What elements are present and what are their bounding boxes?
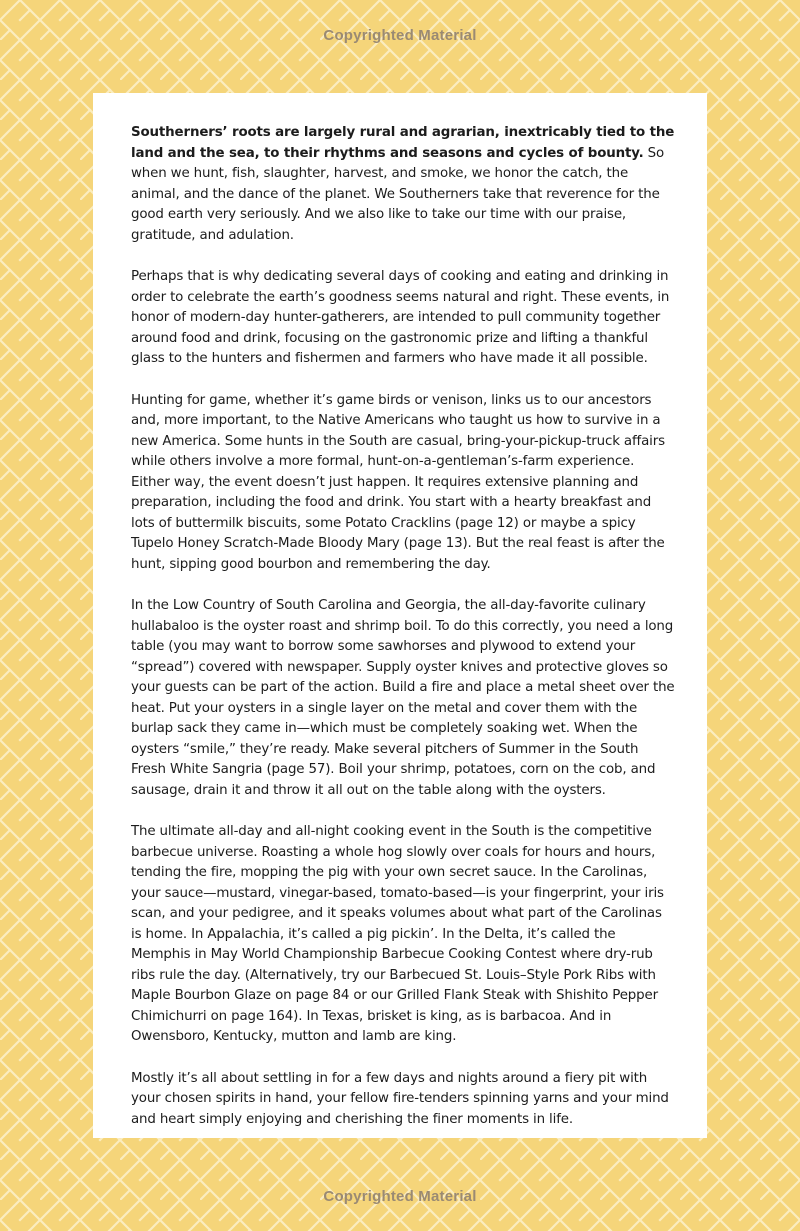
paragraph-4: In the Low Country of South Carolina and Georgia, the all-day-favorite culinary hullabaloo is the oyster roast and shrimp boil. To do this correctly, you need a long table (you may want to borrow some sawhorses and plywood to extend your “spread”) covered with newspaper. Supply oyster knives and protective gloves so your guests can be part of the action. Build a fire and place a metal sheet over the heat. Put your oysters in a single layer on the metal and cover them with the burlap sack they came in—which must be completely soaking wet. When the oysters “smile,” they’re ready. Make several pitchers of Summer in the South Fresh White Sangria (page 57). Boil your shrimp, potatoes, corn on the cob, and sausage, drain it and throw it all out on the table along with the oysters. [131,598,675,798]
paragraph-1-rest: So when we hunt, fish, slaughter, harvest, and smoke, we honor the catch, the animal, and the dance of the planet. We Southerners take that reverence for the good earth very seriously. And we also like to take our time with our praise, gratitude, and adulation. [131,145,665,243]
paragraph-3: Hunting for game, whether it’s game birds or venison, links us to our ancestors and, more important, to the Native Americans who taught us how to survive in a new America. Some hunts in the South are casual, bring-your-pickup-truck affairs while others involve a more formal, hunt-on-a-gentleman’s-farm experience. Either way, the event doesn’t just happen. It requires extensive planning and preparation, including the food and drink. You start with a hearty breakfast and lots of buttermilk biscuits, some Potato Cracklins (page 12) or maybe a spicy Tupelo Honey Scratch-Made Bloody Mary (page 13). But the real feast is after the hunt, sipping good bourbon and remembering the day. [131,392,665,572]
copyright-watermark-bottom: Copyrighted Material [323,1188,477,1205]
paragraph-1-lead: Southerners’ roots are largely rural and agrarian, inextricably tied to the land and the sea, to their rhythms and seasons and cycles of bounty. [131,125,675,161]
text-page [93,93,707,1138]
paragraph-2: Perhaps that is why dedicating several days of cooking and eating and drinking in order to celebrate the earth’s goodness seems natural and right. These events, in honor of modern-day hunter-gatherers, are intended to pull community together around food and drink, focusing on the gastronomic prize and lifting a thankful glass to the hunters and fishermen and farmers who have made it all possible. [131,269,670,366]
paragraph-6: Mostly it’s all about settling in for a few days and nights around a fiery pit with your chosen spirits in hand, your fellow fire-tenders spinning yarns and your mind and heart simply enjoying and cherishing the finer moments in life. [131,1070,669,1127]
paragraph-1 [131,123,675,246]
copyright-watermark-top: Copyrighted Material [323,27,477,44]
paragraph-5: The ultimate all-day and all-night cooking event in the South is the competitive barbecue universe. Roasting a whole hog slowly over coals for hours and hours, tending the fire, mopping the pig with your own secret sauce. In the Carolinas, your sauce—mustard, vinegar-based, tomato-based—is your fingerprint, your iris scan, and your pedigree, and it speaks volumes about what part of the Carolinas is home. In Appalachia, it’s called a pig pickin’. In the Delta, it’s called the Memphis in May World Championship Barbecue Cooking Contest where dry-rub ribs rule the day. (Alternatively, try our Barbecued St. Louis–Style Pork Ribs with Maple Bourbon Glaze on page 84 or our Grilled Flank Steak with Shishito Pepper Chimichurri on page 164). In Texas, brisket is king, as is barbacoa. And in Owensboro, Kentucky, mutton and lamb are king. [131,824,664,1044]
